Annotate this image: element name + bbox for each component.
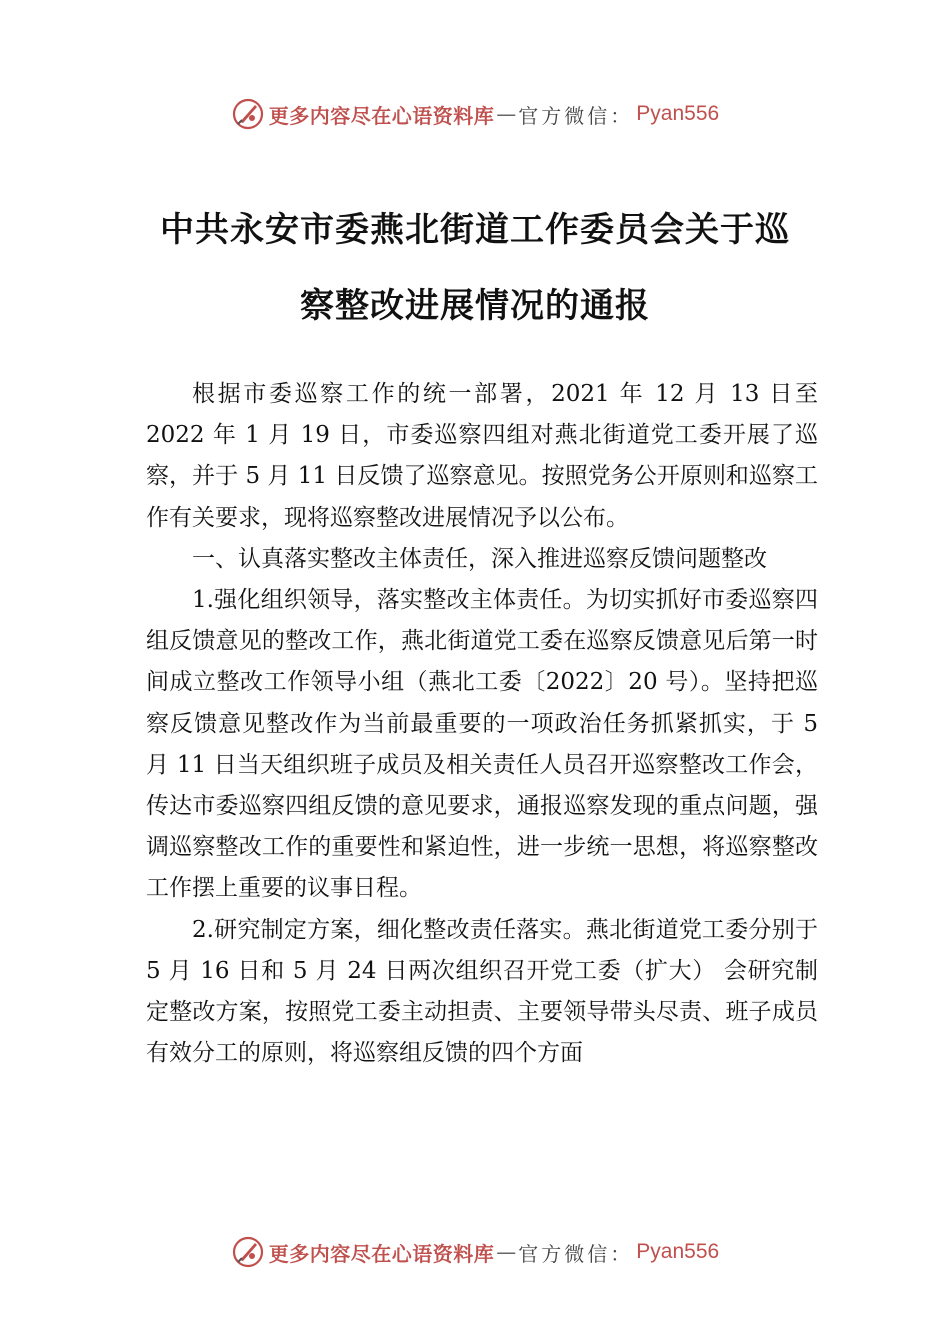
footer-banner bbox=[0, 1232, 950, 1272]
banner-text: 更多内容尽在心语资料库 bbox=[268, 1241, 495, 1266]
paragraph-intro: 根据市委巡察工作的统一部署，2021 年 12 月 13 日至 2022 年 1 月 19 日，市委巡察四组对燕北街道党工委开展了巡察，并于 5 月 11 日反馈了巡察意见。按照党务公开原则和巡察工作有关要求，现将巡察整改进展情况予以公布。 bbox=[146, 381, 818, 531]
document-body bbox=[146, 374, 818, 1074]
banner-label: 官方微信 bbox=[518, 1241, 611, 1266]
section-heading-1: 一、认真落实整改主体责任，深入推进巡察反馈问题整改 bbox=[192, 545, 767, 572]
title-line-1: 中共永安市委燕北街道工作委员会关于巡 bbox=[160, 210, 790, 250]
quill-logo-icon bbox=[231, 1235, 265, 1269]
banner-dash: — bbox=[496, 1240, 517, 1264]
paragraph-item-2: 2.研究制定方案，细化整改责任落实。燕北街道党工委分别于 5 月 16 日和 5 月 24 日两次组织召开党工委（扩大） 会研究制定整改方案，按照党工委主动担责、主要领导带头尽责、班子成员有效分工的原则，将巡察组反馈的四个方面 bbox=[146, 916, 818, 1067]
title-line-2: 察整改进展情况的通报 bbox=[300, 286, 650, 326]
document-title bbox=[140, 192, 810, 344]
banner-wechat-id: Pyan556 bbox=[636, 1240, 720, 1263]
banner-wechat-id: Pyan556 bbox=[636, 102, 720, 125]
banner-colon: ： bbox=[610, 103, 631, 128]
banner-dash: — bbox=[496, 102, 517, 126]
banner-label: 官方微信 bbox=[518, 103, 611, 128]
quill-logo-icon bbox=[231, 97, 265, 131]
banner-colon: ： bbox=[610, 1241, 631, 1266]
paragraph-item-1: 1.强化组织领导，落实整改主体责任。为切实抓好市委巡察四组反馈意见的整改工作，燕北街道党工委在巡察反馈意见后第一时间成立整改工作领导小组（燕北工委〔2022〕20 号）。坚持把巡察反馈意见整改作为当前最重要的一项政治任务抓紧抓实，于 5 月 11 日当天组织班子成员及相关责任人员召开巡察整改工作会，传达市委巡察四组反馈的意见要求，通报巡察发现的重点问题，强调巡察整改工作的重要性和紧迫性，进一步统一思想，将巡察整改工作摆上重要的议事日程。 bbox=[146, 587, 818, 902]
header-banner bbox=[0, 94, 950, 134]
banner-text: 更多内容尽在心语资料库 bbox=[268, 103, 495, 128]
